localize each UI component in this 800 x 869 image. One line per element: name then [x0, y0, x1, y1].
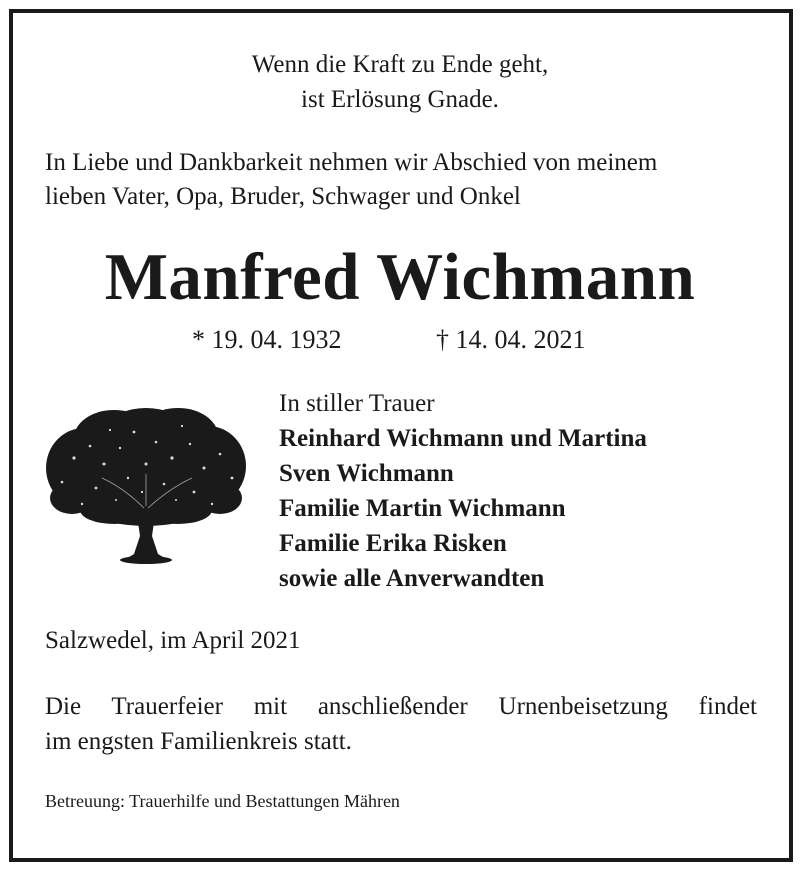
- deceased-name: Manfred Wichmann: [104, 240, 696, 314]
- death-date: † 14. 04. 2021: [436, 325, 586, 354]
- mourners-heading: In stiller Trauer: [279, 390, 435, 417]
- ceremony-line-2: im engsten Familienkreis statt.: [45, 728, 352, 755]
- mourner-name: Familie Martin Wichmann: [279, 495, 566, 522]
- motto: [0, 47, 800, 117]
- intro-line-1: In Liebe und Dankbarkeit nehmen wir Abschied von meinem: [45, 149, 658, 176]
- funeral-care-credit: Betreuung: Trauerhilfe und Bestattungen Mähren: [45, 791, 400, 811]
- tree-icon: [44, 408, 248, 566]
- intro-text: [45, 146, 765, 214]
- place-date: Salzwedel, im April 2021: [45, 627, 301, 654]
- intro-line-2: lieben Vater, Opa, Bruder, Schwager und Onkel: [45, 183, 521, 210]
- mourner-name: Familie Erika Risken: [279, 530, 507, 557]
- motto-line-2: ist Erlösung Gnade.: [301, 86, 499, 113]
- ceremony-note: [45, 689, 757, 759]
- mourner-name: Reinhard Wichmann und Martina: [279, 425, 647, 452]
- motto-line-1: Wenn die Kraft zu Ende geht,: [251, 51, 549, 78]
- mourner-name: Sven Wichmann: [279, 460, 454, 487]
- ceremony-line-1: Die Trauerfeier mit anschließender Urnenbeisetzung findet: [45, 693, 757, 720]
- mourners: [279, 386, 647, 596]
- mourner-name: sowie alle Anverwandten: [279, 565, 545, 592]
- birth-date: * 19. 04. 1932: [192, 325, 342, 354]
